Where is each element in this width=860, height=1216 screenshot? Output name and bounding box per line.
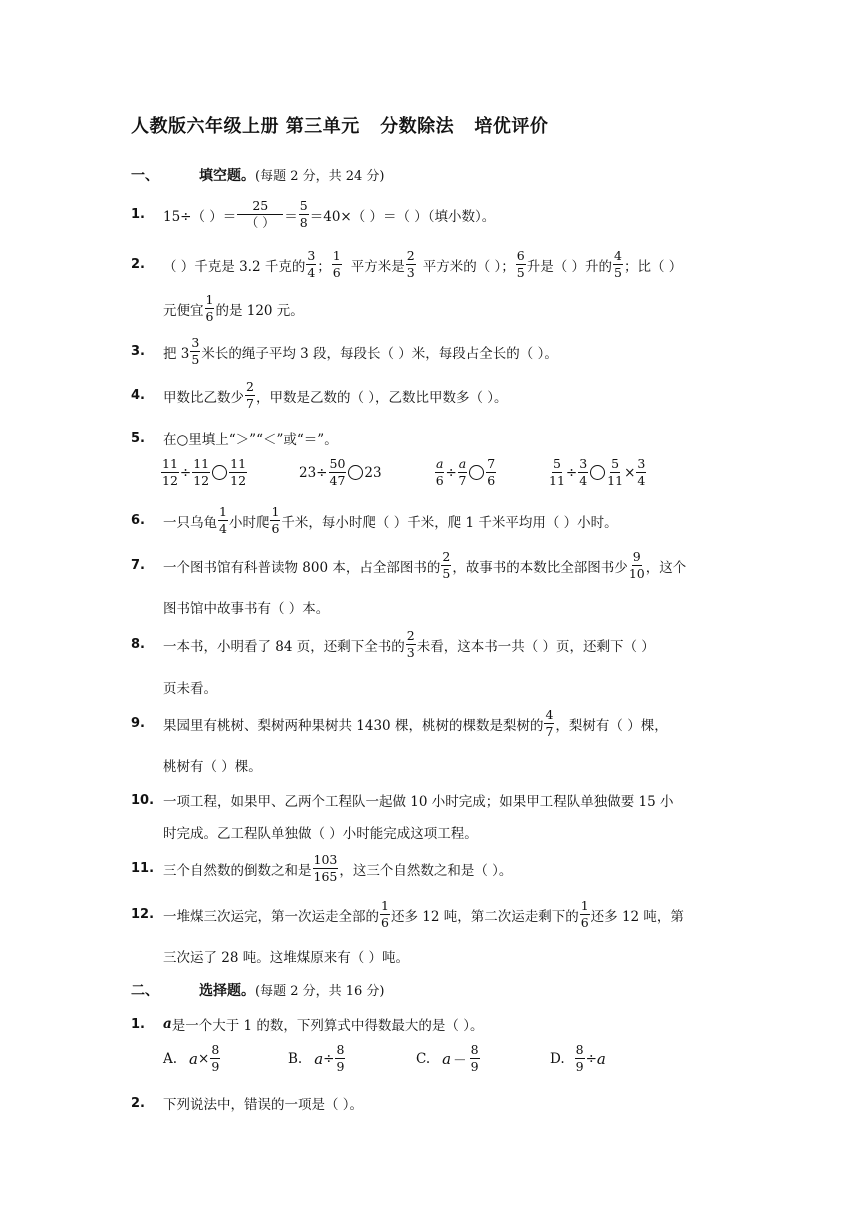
- numerator: 6: [516, 248, 525, 263]
- text: ，这三个自然数之和是（ ）。: [339, 862, 513, 879]
- text: 把 3: [163, 345, 190, 362]
- compare-item-3: [434, 458, 497, 487]
- fraction: [441, 551, 451, 580]
- text: 下列说法中，错误的一项是（ ）。: [163, 1097, 364, 1113]
- variable: a: [442, 1049, 452, 1068]
- denominator: 9: [211, 1058, 220, 1074]
- question-number: 7.: [131, 558, 145, 573]
- question-10: [131, 790, 741, 810]
- answer-circle[interactable]: [590, 465, 605, 480]
- text: ；: [317, 258, 331, 275]
- text: ＝: [284, 208, 298, 225]
- variable: a: [314, 1049, 324, 1068]
- question-11: [131, 854, 741, 883]
- section-1-header: [131, 165, 385, 185]
- question-number: 11.: [131, 861, 155, 876]
- question-6: [131, 506, 741, 535]
- operator: ÷: [179, 464, 192, 481]
- fraction: [629, 551, 645, 580]
- denominator: 12: [193, 472, 210, 488]
- numerator: 11: [230, 456, 247, 471]
- text: 还多 12 吨，第: [590, 908, 684, 925]
- question-12: [131, 900, 741, 929]
- text: 平方米是: [350, 258, 405, 275]
- fraction: [549, 458, 565, 487]
- numerator: 5: [299, 198, 308, 213]
- denominator: 6: [435, 472, 444, 488]
- text: ＝40×（ ）＝（ ）（填小数）。: [309, 208, 496, 225]
- numerator: 2: [246, 379, 254, 394]
- numerator: 5: [611, 456, 620, 471]
- text: 在○里填上“＞”“＜”或“＝”。: [163, 432, 338, 448]
- denominator: 165: [313, 868, 338, 884]
- question-number: 12.: [131, 907, 155, 922]
- answer-circle[interactable]: [348, 465, 363, 480]
- operator: ÷: [565, 464, 578, 481]
- fraction: [190, 337, 200, 366]
- numerator: 4: [614, 248, 622, 263]
- denominator: 4: [307, 264, 316, 280]
- fraction: [332, 250, 342, 279]
- text: ，这个: [645, 559, 687, 576]
- denominator: 4: [637, 472, 646, 488]
- text: 一本书，小明看了 84 页，还剩下全书的: [163, 638, 405, 655]
- section-1-name: 填空题。: [199, 168, 255, 184]
- text: 升是（ ）升的: [526, 258, 612, 275]
- denominator: 12: [230, 472, 247, 488]
- variable: a: [596, 1049, 606, 1068]
- fraction: [516, 250, 526, 279]
- text: ，故事书的本数比全部图书少: [452, 559, 628, 576]
- numerator: 9: [632, 549, 641, 564]
- question-number: 9.: [131, 716, 145, 731]
- fraction: [313, 854, 339, 883]
- numerator: a: [458, 456, 467, 471]
- option-b[interactable]: [288, 1044, 346, 1073]
- fraction: [470, 1044, 480, 1073]
- operator: －: [453, 1052, 467, 1069]
- option-label: C.: [416, 1050, 431, 1067]
- option-a[interactable]: [163, 1044, 221, 1073]
- answer-circle[interactable]: [469, 465, 484, 480]
- option-label: A.: [163, 1050, 178, 1067]
- operator: ×: [198, 1050, 210, 1067]
- numerator: 7: [487, 456, 496, 471]
- question-5: [131, 428, 741, 448]
- question-2: [131, 250, 741, 279]
- numerator: 3: [307, 248, 316, 263]
- text: 千米，每小时爬（ ）千米，爬 1 千米平均用（ ）小时。: [281, 514, 618, 531]
- text: 未看，这本书一共（ ）页，还剩下（ ）: [416, 638, 655, 655]
- fraction: [406, 250, 416, 279]
- denominator: 6: [271, 520, 280, 536]
- text: 一个图书馆有科普读物 800 本，占全部图书的: [163, 559, 441, 576]
- fraction: [161, 458, 179, 487]
- numerator: 11: [193, 456, 210, 471]
- fraction: [578, 458, 588, 487]
- text: 平方米的（ ）；: [422, 258, 515, 275]
- numerator: 1: [580, 898, 589, 913]
- document-title: 人教版六年级上册 第三单元 分数除法 培优评价: [131, 116, 549, 137]
- numerator: 3: [191, 335, 200, 350]
- section-2-header: [131, 980, 385, 1000]
- denominator: 12: [162, 472, 178, 488]
- numerator: 8: [336, 1042, 345, 1057]
- question-3: [131, 337, 741, 366]
- denominator: 47: [329, 472, 346, 488]
- operator: ÷: [445, 464, 457, 481]
- variable: a: [163, 1016, 172, 1032]
- denominator: 11: [607, 472, 624, 488]
- fraction: [380, 900, 390, 929]
- question-9-line-2: 桃树有（ ）棵。: [163, 759, 262, 775]
- fraction: [575, 1044, 585, 1073]
- question-1: [131, 200, 741, 229]
- numerator: a: [436, 456, 444, 471]
- fraction: [218, 506, 228, 535]
- denominator: （ ）: [245, 214, 275, 230]
- question-8: [131, 630, 741, 659]
- question-number: 4.: [131, 388, 145, 403]
- denominator: 4: [219, 520, 227, 536]
- denominator: 9: [336, 1058, 345, 1074]
- operator: ÷: [323, 1050, 335, 1067]
- fraction: [329, 458, 347, 487]
- question-number: 8.: [131, 637, 145, 652]
- text: 23÷: [299, 464, 328, 481]
- question-number: 6.: [131, 513, 145, 528]
- numerator: 25: [237, 200, 283, 215]
- denominator: 11: [549, 472, 565, 488]
- question-number: 3.: [131, 344, 145, 359]
- fraction: [306, 250, 316, 279]
- question-number: 2.: [131, 1095, 145, 1111]
- operator: ×: [624, 464, 636, 481]
- fraction: [335, 1044, 345, 1073]
- fraction: [544, 709, 554, 738]
- text: 三个自然数的倒数之和是: [163, 862, 312, 879]
- text: 甲数比乙数少: [163, 389, 244, 406]
- text: 一项工程，如果甲、乙两个工程队一起做 10 小时完成；如果甲工程队单独做要 15 小: [163, 794, 674, 810]
- question-number: 5.: [131, 430, 145, 446]
- question-number: 10.: [131, 792, 155, 808]
- variable: a: [189, 1049, 198, 1068]
- denominator: 5: [442, 565, 451, 581]
- denominator: 6: [381, 914, 389, 930]
- question-7: [131, 551, 741, 580]
- fraction: [205, 294, 215, 323]
- section-2-number: 二、: [131, 983, 159, 999]
- denominator: 6: [332, 264, 341, 280]
- section-1-note: (每题 2 分，共 24 分): [255, 169, 385, 184]
- denominator: 5: [516, 264, 525, 280]
- option-c[interactable]: [416, 1044, 481, 1073]
- compare-item-4: [548, 458, 647, 487]
- fraction: [580, 900, 590, 929]
- denominator: 6: [487, 472, 496, 488]
- question-7-line-2: 图书馆中故事书有（ ）本。: [163, 601, 330, 617]
- section-2-name: 选择题。: [199, 983, 255, 999]
- fraction: [486, 458, 496, 487]
- text: 23: [364, 464, 382, 481]
- compare-item-1: [160, 458, 248, 487]
- text: 小时爬: [228, 514, 270, 531]
- denominator: 5: [614, 264, 622, 280]
- numerator: 8: [211, 1042, 220, 1057]
- numerator: 103: [313, 852, 338, 867]
- denominator: 8: [299, 214, 308, 230]
- text: ；比（ ）: [623, 258, 683, 275]
- numerator: 3: [637, 456, 646, 471]
- numerator: 3: [579, 456, 588, 471]
- question-number: 2.: [131, 257, 145, 272]
- fraction: [245, 381, 255, 410]
- numerator: 1: [271, 504, 280, 519]
- question-2-line-2: [163, 294, 304, 323]
- choice-question-2: [131, 1093, 741, 1113]
- denominator: 6: [580, 914, 589, 930]
- question-number: 1.: [131, 207, 145, 222]
- numerator: 1: [219, 504, 227, 519]
- section-2-note: (每题 2 分，共 16 分): [255, 984, 385, 999]
- denominator: 9: [575, 1058, 584, 1074]
- numerator: 2: [442, 549, 451, 564]
- fraction: [192, 458, 210, 487]
- answer-circle[interactable]: [212, 465, 227, 480]
- denominator: 9: [470, 1058, 479, 1074]
- denominator: 10: [628, 565, 645, 581]
- fraction: [435, 458, 444, 487]
- denominator: 7: [246, 395, 254, 411]
- numerator: 4: [545, 707, 554, 722]
- fraction: [636, 458, 646, 487]
- denominator: 7: [545, 723, 554, 739]
- text: 15÷（ ）＝: [163, 208, 237, 225]
- fraction: [210, 1044, 220, 1073]
- text: 一只乌龟: [163, 514, 217, 531]
- numerator: 1: [332, 248, 341, 263]
- option-d[interactable]: [550, 1044, 606, 1073]
- operator: ÷: [585, 1050, 597, 1067]
- fraction: [613, 250, 623, 279]
- denominator: 7: [458, 472, 467, 488]
- numerator: 2: [406, 248, 415, 263]
- text: 米长的绳子平均 3 段，每段长（ ）米，每段占全长的（ ）。: [201, 345, 558, 362]
- text: 是一个大于 1 的数，下列算式中得数最大的是（ ）。: [171, 1018, 484, 1034]
- fraction: [406, 630, 416, 659]
- denominator: 3: [406, 644, 415, 660]
- numerator: 1: [205, 292, 214, 307]
- denominator: 4: [579, 472, 588, 488]
- text: 还多 12 吨，第二次运走剩下的: [390, 908, 579, 925]
- text: ，甲数是乙数的（ ），乙数比甲数多（ ）。: [255, 389, 508, 406]
- fraction: [237, 200, 283, 229]
- fraction: [458, 458, 467, 487]
- question-10-line-2: 时完成。乙工程队单独做（ ）小时能完成这项工程。: [163, 826, 478, 842]
- choice-question-1: [131, 1014, 741, 1034]
- numerator: 8: [470, 1042, 479, 1057]
- numerator: 5: [552, 456, 561, 471]
- compare-item-2: [299, 458, 382, 487]
- numerator: 8: [575, 1042, 584, 1057]
- denominator: 5: [191, 351, 200, 367]
- denominator: 6: [205, 308, 214, 324]
- fraction: [299, 200, 309, 229]
- numerator: 11: [162, 456, 178, 471]
- text: 一堆煤三次运完，第一次运走全部的: [163, 908, 379, 925]
- fraction: [607, 458, 623, 487]
- question-number: 1.: [131, 1016, 145, 1032]
- denominator: 3: [406, 264, 415, 280]
- text: 果园里有桃树、梨树两种果树共 1430 棵，桃树的棵数是梨树的: [163, 717, 544, 734]
- text: （ ）千克是 3.2 千克的: [163, 258, 306, 275]
- numerator: 50: [329, 456, 346, 471]
- section-1-number: 一、: [131, 168, 159, 184]
- question-9: [131, 709, 741, 738]
- option-label: D.: [550, 1050, 565, 1067]
- question-4: [131, 381, 741, 410]
- text: ，梨树有（ ）棵，: [555, 717, 668, 734]
- numerator: 1: [381, 898, 389, 913]
- fraction: [270, 506, 280, 535]
- option-label: B.: [288, 1050, 303, 1067]
- numerator: 2: [406, 628, 415, 643]
- text: 元便宜: [163, 302, 204, 319]
- fraction: [229, 458, 247, 487]
- text: 的是 120 元。: [215, 302, 304, 319]
- question-8-line-2: 页未看。: [163, 681, 217, 697]
- question-12-line-2: 三次运了 28 吨。这堆煤原来有（ ）吨。: [163, 950, 410, 966]
